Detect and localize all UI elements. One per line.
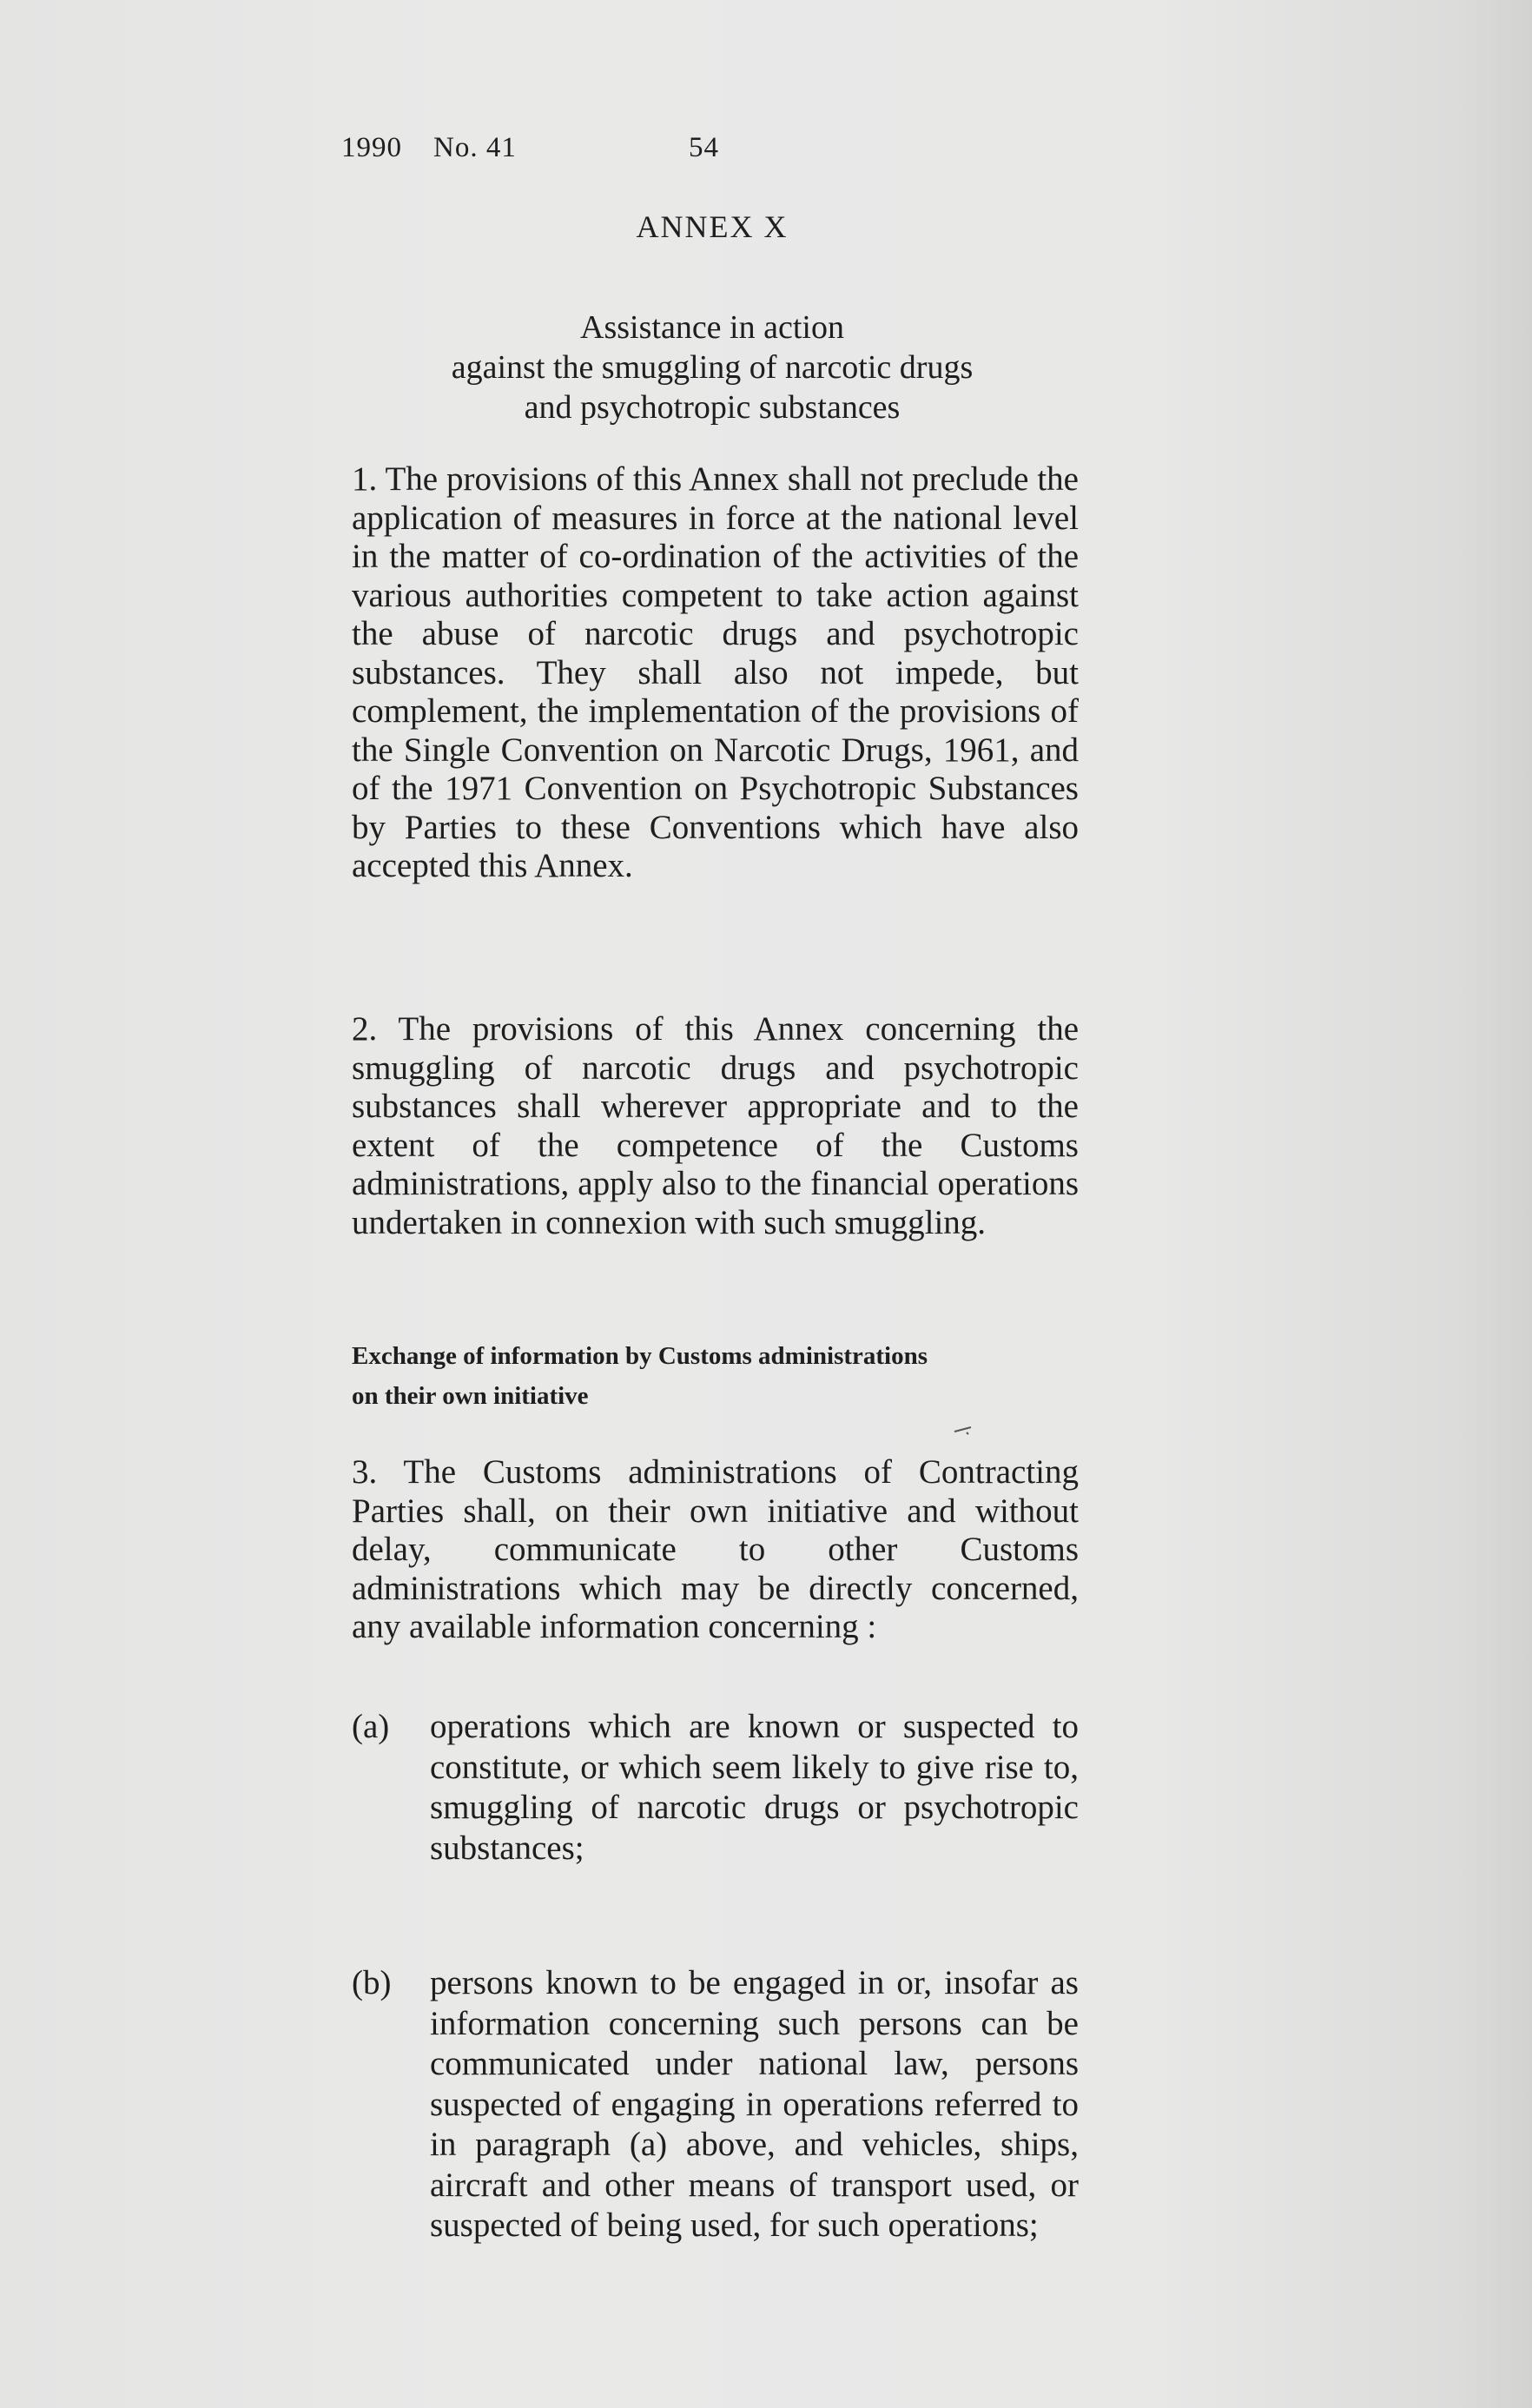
section-heading (352, 1336, 1079, 1416)
annex-subtitle (0, 308, 1424, 427)
list-item-b (352, 1963, 1079, 2246)
subtitle-line: Assistance in action (580, 309, 844, 346)
list-item-label: (a) (352, 1708, 390, 1745)
paragraph-2: 2. The provisions of this Annex concerning the smuggling of narcotic drugs and psychotropic substances shall wherever appropriate and to the extent of the competence of the Customs administrations, apply also to the financial operations undertaken in connexion with such smuggling. (352, 1010, 1079, 1241)
header-number: No. 41 (433, 132, 517, 163)
subtitle-line: and psychotropic substances (524, 389, 901, 426)
list-item-a (352, 1707, 1079, 1869)
subtitle-line: against the smuggling of narcotic drugs (451, 349, 974, 386)
paragraph-1: 1. The provisions of this Annex shall not preclude the application of measures in force at the national level in the matter of co-ordination of the activities of the various authorities competent to take action against the abuse of narcotic drugs and psychotropic substances. They shall also not impede, but complement, the implementation of the provisions of the Single Convention on Narcotic Drugs, 1961, and of the 1971 Convention on Psychotropic Substances by Parties to these Conventions which have also accepted this Annex. (352, 460, 1079, 884)
list-item-label: (b) (352, 1964, 392, 2001)
section-heading-line: on their own initiative (352, 1382, 589, 1410)
annex-title: ANNEX X (636, 209, 789, 244)
list-item-text: persons known to be engaged in or, insofar as information concerning such persons can be communicated under national law, persons suspected of engaging in operations referred to in paragraph (a) above, and vehicles, ships, aircraft and other means of transport used, or suspected of being used, for such operations; (430, 1964, 1079, 2244)
header-year: 1990 (341, 132, 402, 163)
paragraph-3: 3. The Customs administrations of Contracting Parties shall, on their own initiative and without delay, communicate to other Customs administrations which may be directly concerned, any available information concerning : (352, 1453, 1079, 1645)
list-item-text: operations which are known or suspected to constitute, or which seem likely to give rise to, smuggling of narcotic drugs or psychotropic substances; (430, 1708, 1079, 1867)
page-number: 54 (689, 132, 719, 163)
section-heading-line: Exchange of information by Customs administrations (352, 1342, 928, 1370)
stray-mark-icon (954, 1425, 973, 1435)
